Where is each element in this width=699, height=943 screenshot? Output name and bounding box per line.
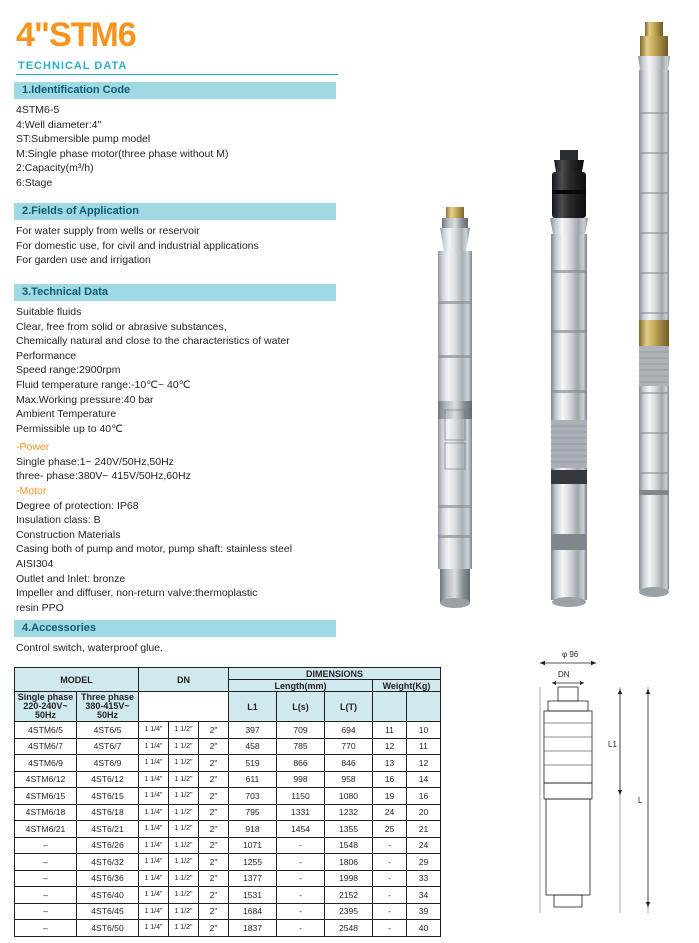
cell-weight-s: 16 xyxy=(373,771,407,788)
cell-weight-t: 34 xyxy=(407,887,441,904)
th-lt: L(T) xyxy=(325,692,373,722)
cell-dn-2: 1 1/2" xyxy=(169,870,199,887)
cell-l1: 1377 xyxy=(229,870,277,887)
cell-dn-3: 2" xyxy=(199,788,229,805)
table-row xyxy=(15,854,441,871)
section-1-body xyxy=(16,103,356,191)
cell-three-phase: 4ST6/40 xyxy=(77,887,139,904)
th-single-phase: Single phase 220-240V~ 50Hz xyxy=(15,692,77,722)
s3-line-8: Ambient Temperature xyxy=(16,408,117,421)
table-row xyxy=(15,755,441,772)
s3-line-3: Chemically natural and close to the characteristics of water xyxy=(16,335,290,348)
cell-three-phase: 4ST6/7 xyxy=(77,738,139,755)
cell-single-phase: 4STM6/18 xyxy=(15,804,77,821)
table-row xyxy=(15,887,441,904)
table-row xyxy=(15,821,441,838)
section-bar-identification xyxy=(14,82,336,99)
cell-weight-s: - xyxy=(373,920,407,937)
section-4-body xyxy=(16,641,356,656)
cell-three-phase: 4ST6/18 xyxy=(77,804,139,821)
table-body xyxy=(15,722,441,937)
table-row xyxy=(15,722,441,739)
cell-dn-3: 2" xyxy=(199,887,229,904)
cell-dn-3: 2" xyxy=(199,903,229,920)
cell-lt: 1998 xyxy=(325,870,373,887)
cell-three-phase: 4ST6/26 xyxy=(77,837,139,854)
cell-single-phase: 4STM6/7 xyxy=(15,738,77,755)
cell-weight-s: - xyxy=(373,854,407,871)
cell-dn-2: 1 1/2" xyxy=(169,738,199,755)
motor-line-3: Construction Materials xyxy=(16,528,121,541)
s3-line-9: Permissible up to 40℃ xyxy=(16,422,123,435)
cell-dn-1: 1 1/4" xyxy=(139,738,169,755)
s4-line-1: Control switch, waterproof glue. xyxy=(16,642,164,654)
cell-dn-1: 1 1/4" xyxy=(139,837,169,854)
cell-weight-s: 24 xyxy=(373,804,407,821)
table-row xyxy=(15,738,441,755)
motor-line-4: Casing both of pump and motor, pump shaft: stainless steel xyxy=(16,543,293,556)
cell-dn-2: 1 1/2" xyxy=(169,771,199,788)
cell-three-phase: 4ST6/45 xyxy=(77,903,139,920)
motor-label: -Motor xyxy=(16,485,47,497)
cell-ls: - xyxy=(277,837,325,854)
cell-dn-3: 2" xyxy=(199,837,229,854)
motor-line-6: Outlet and Inlet: bronze xyxy=(16,572,126,585)
th-dn: DN xyxy=(139,668,229,692)
cell-dn-3: 2" xyxy=(199,870,229,887)
s3-line-1: Suitable fluids xyxy=(16,306,82,318)
cell-weight-t: 20 xyxy=(407,804,441,821)
cell-dn-2: 1 1/2" xyxy=(169,920,199,937)
l-dimension-label: L xyxy=(638,796,643,805)
s2-line-1: For water supply from wells or reservoir xyxy=(16,225,200,237)
cell-three-phase: 4ST6/50 xyxy=(77,920,139,937)
cell-l1: 918 xyxy=(229,821,277,838)
cell-lt: 770 xyxy=(325,738,373,755)
th-model: MODEL xyxy=(15,668,139,692)
cell-dn-1: 1 1/4" xyxy=(139,854,169,871)
cell-dn-1: 1 1/4" xyxy=(139,755,169,772)
s3-line-6: Fluid temperature range:-10℃~ 40℃ xyxy=(16,378,191,391)
cell-dn-2: 1 1/2" xyxy=(169,887,199,904)
cell-lt: 1548 xyxy=(325,837,373,854)
cell-dn-1: 1 1/4" xyxy=(139,870,169,887)
cell-dn-2: 1 1/2" xyxy=(169,804,199,821)
s1-line-2: 4:Well diameter:4" xyxy=(16,118,102,131)
cell-lt: 2548 xyxy=(325,920,373,937)
cell-weight-t: 11 xyxy=(407,738,441,755)
motor-line-5: AISI304 xyxy=(16,557,54,570)
section-1-title: 1.Identification Code xyxy=(22,84,131,96)
cell-weight-s: - xyxy=(373,870,407,887)
th-weight-s xyxy=(373,692,407,722)
specification-table-wrapper xyxy=(14,667,441,937)
page-title: 4"STM6 xyxy=(16,16,136,54)
cell-ls: - xyxy=(277,854,325,871)
cell-l1: 1837 xyxy=(229,920,277,937)
section-bar-application xyxy=(14,203,336,220)
table-row xyxy=(15,804,441,821)
table-row xyxy=(15,837,441,854)
dn-label: DN xyxy=(558,670,570,679)
section-bar-technical xyxy=(14,284,336,301)
cell-l1: 1255 xyxy=(229,854,277,871)
cell-lt: 958 xyxy=(325,771,373,788)
cell-lt: 1080 xyxy=(325,788,373,805)
table-row xyxy=(15,771,441,788)
cell-dn-3: 2" xyxy=(199,804,229,821)
cell-dn-2: 1 1/2" xyxy=(169,854,199,871)
cell-dn-2: 1 1/2" xyxy=(169,821,199,838)
cell-l1: 703 xyxy=(229,788,277,805)
th-three-phase: Three phase 380-415V~ 50Hz xyxy=(77,692,139,722)
table-row xyxy=(15,870,441,887)
cell-ls: - xyxy=(277,903,325,920)
table-row xyxy=(15,788,441,805)
cell-l1: 397 xyxy=(229,722,277,739)
cell-dn-3: 2" xyxy=(199,771,229,788)
specification-table xyxy=(14,667,441,937)
header-divider xyxy=(16,74,338,75)
motor-line-7: Impeller and diffuser, non-return valve:thermoplastic xyxy=(16,587,258,600)
cell-three-phase: 4ST6/15 xyxy=(77,788,139,805)
cell-ls: 998 xyxy=(277,771,325,788)
cell-weight-t: 40 xyxy=(407,920,441,937)
cell-single-phase: – xyxy=(15,854,77,871)
cell-single-phase: 4STM6/9 xyxy=(15,755,77,772)
cell-ls: - xyxy=(277,887,325,904)
cell-single-phase: – xyxy=(15,870,77,887)
cell-lt: 846 xyxy=(325,755,373,772)
cell-weight-t: 33 xyxy=(407,870,441,887)
motor-line-8: resin PPO xyxy=(16,601,64,614)
s1-line-3: ST:Submersible pump model xyxy=(16,133,151,146)
section-bar-accessories xyxy=(14,620,336,637)
th-l1: L1 xyxy=(229,692,277,722)
cell-three-phase: 4ST6/5 xyxy=(77,722,139,739)
cell-l1: 1071 xyxy=(229,837,277,854)
th-weight: Weight(Kg) xyxy=(373,680,441,692)
cell-single-phase: – xyxy=(15,837,77,854)
cell-lt: 1232 xyxy=(325,804,373,821)
cell-lt: 694 xyxy=(325,722,373,739)
cell-dn-2: 1 1/2" xyxy=(169,722,199,739)
cell-lt: 1355 xyxy=(325,821,373,838)
cell-dn-1: 1 1/4" xyxy=(139,771,169,788)
s1-line-1: 4STM6-5 xyxy=(16,104,60,116)
section-3-title: 3.Technical Data xyxy=(22,286,108,298)
pump-photo-tall xyxy=(625,22,685,632)
cell-weight-s: 11 xyxy=(373,722,407,739)
cell-weight-s: - xyxy=(373,903,407,920)
cell-dn-3: 2" xyxy=(199,738,229,755)
section-2-title: 2.Fields of Application xyxy=(22,205,139,217)
cell-weight-s: 13 xyxy=(373,755,407,772)
s3-line-4: Performance xyxy=(16,349,77,362)
cell-lt: 2152 xyxy=(325,887,373,904)
cell-dn-3: 2" xyxy=(199,821,229,838)
s1-line-6: 6:Stage xyxy=(16,176,53,189)
cell-weight-s: - xyxy=(373,887,407,904)
s2-line-3: For garden use and irrigation xyxy=(16,254,151,267)
cell-weight-t: 14 xyxy=(407,771,441,788)
cell-single-phase: – xyxy=(15,887,77,904)
cell-dn-3: 2" xyxy=(199,755,229,772)
cell-single-phase: 4STM6/15 xyxy=(15,788,77,805)
th-ls: L(s) xyxy=(277,692,325,722)
cell-weight-t: 29 xyxy=(407,854,441,871)
cell-dn-1: 1 1/4" xyxy=(139,887,169,904)
section-2-body xyxy=(16,224,356,268)
cell-dn-3: 2" xyxy=(199,722,229,739)
cell-ls: 709 xyxy=(277,722,325,739)
cell-dn-1: 1 1/4" xyxy=(139,788,169,805)
diameter-label: φ 96 xyxy=(562,650,579,659)
section-3-body xyxy=(16,305,356,436)
cell-weight-t: 10 xyxy=(407,722,441,739)
th-dimensions: DIMENSIONS xyxy=(229,668,441,680)
cell-weight-t: 16 xyxy=(407,788,441,805)
s2-line-2: For domestic use, for civil and industrial applications xyxy=(16,239,259,252)
power-line-1: Single phase:1~ 240V/50Hz,50Hz xyxy=(16,455,174,468)
s3-line-5: Speed range:2900rpm xyxy=(16,364,121,377)
cell-three-phase: 4ST6/21 xyxy=(77,821,139,838)
cell-weight-t: 21 xyxy=(407,821,441,838)
cell-dn-1: 1 1/4" xyxy=(139,903,169,920)
motor-line-2: Insulation class: B xyxy=(16,514,101,527)
cell-weight-s: 19 xyxy=(373,788,407,805)
cell-lt: 2395 xyxy=(325,903,373,920)
cell-l1: 1684 xyxy=(229,903,277,920)
section-4-title: 4.Accessories xyxy=(22,622,96,634)
motor-block xyxy=(16,484,356,615)
cell-weight-t: 39 xyxy=(407,903,441,920)
power-block xyxy=(16,440,356,484)
cell-ls: 785 xyxy=(277,738,325,755)
cell-lt: 1806 xyxy=(325,854,373,871)
cell-l1: 611 xyxy=(229,771,277,788)
cell-dn-3: 2" xyxy=(199,920,229,937)
cell-dn-1: 1 1/4" xyxy=(139,821,169,838)
power-line-2: three- phase:380V~ 415V/50Hz,60Hz xyxy=(16,470,191,483)
cell-l1: 1531 xyxy=(229,887,277,904)
dimension-drawing xyxy=(500,645,690,935)
cell-dn-1: 1 1/4" xyxy=(139,920,169,937)
cell-ls: - xyxy=(277,870,325,887)
s3-line-2: Clear, free from solid or abrasive substances, xyxy=(16,320,227,333)
th-length: Length(mm) xyxy=(229,680,373,692)
table-row xyxy=(15,920,441,937)
cell-ls: 1454 xyxy=(277,821,325,838)
cell-ls: - xyxy=(277,920,325,937)
cell-dn-1: 1 1/4" xyxy=(139,804,169,821)
cell-dn-2: 1 1/2" xyxy=(169,903,199,920)
cell-weight-s: 12 xyxy=(373,738,407,755)
cell-dn-2: 1 1/2" xyxy=(169,755,199,772)
l1-dimension-label: L1 xyxy=(608,740,617,749)
cell-three-phase: 4ST6/36 xyxy=(77,870,139,887)
cell-weight-s: - xyxy=(373,837,407,854)
cell-dn-2: 1 1/2" xyxy=(169,837,199,854)
cell-ls: 866 xyxy=(277,755,325,772)
cell-single-phase: 4STM6/12 xyxy=(15,771,77,788)
cell-three-phase: 4ST6/32 xyxy=(77,854,139,871)
cell-three-phase: 4ST6/9 xyxy=(77,755,139,772)
s3-line-7: Max.Working pressure:40 bar xyxy=(16,393,154,406)
cell-ls: 1331 xyxy=(277,804,325,821)
pump-photo-short xyxy=(420,205,490,625)
cell-single-phase: 4STM6/21 xyxy=(15,821,77,838)
motor-line-1: Degree of protection: IP68 xyxy=(16,499,139,512)
cell-dn-1: 1 1/4" xyxy=(139,722,169,739)
pump-photo-motor xyxy=(530,150,610,630)
cell-weight-t: 12 xyxy=(407,755,441,772)
cell-weight-t: 24 xyxy=(407,837,441,854)
page-subtitle: TECHNICAL DATA xyxy=(18,60,128,72)
cell-l1: 458 xyxy=(229,738,277,755)
cell-single-phase: – xyxy=(15,903,77,920)
cell-single-phase: – xyxy=(15,920,77,937)
cell-three-phase: 4ST6/12 xyxy=(77,771,139,788)
s1-line-5: 2:Capacity(m³/h) xyxy=(16,162,94,175)
cell-weight-s: 25 xyxy=(373,821,407,838)
power-label: -Power xyxy=(16,441,50,453)
cell-dn-3: 2" xyxy=(199,854,229,871)
cell-dn-2: 1 1/2" xyxy=(169,788,199,805)
cell-l1: 519 xyxy=(229,755,277,772)
cell-single-phase: 4STM6/5 xyxy=(15,722,77,739)
s1-line-4: M:Single phase motor(three phase without M) xyxy=(16,147,229,160)
cell-l1: 795 xyxy=(229,804,277,821)
table-row xyxy=(15,903,441,920)
th-weight-t xyxy=(407,692,441,722)
cell-ls: 1150 xyxy=(277,788,325,805)
